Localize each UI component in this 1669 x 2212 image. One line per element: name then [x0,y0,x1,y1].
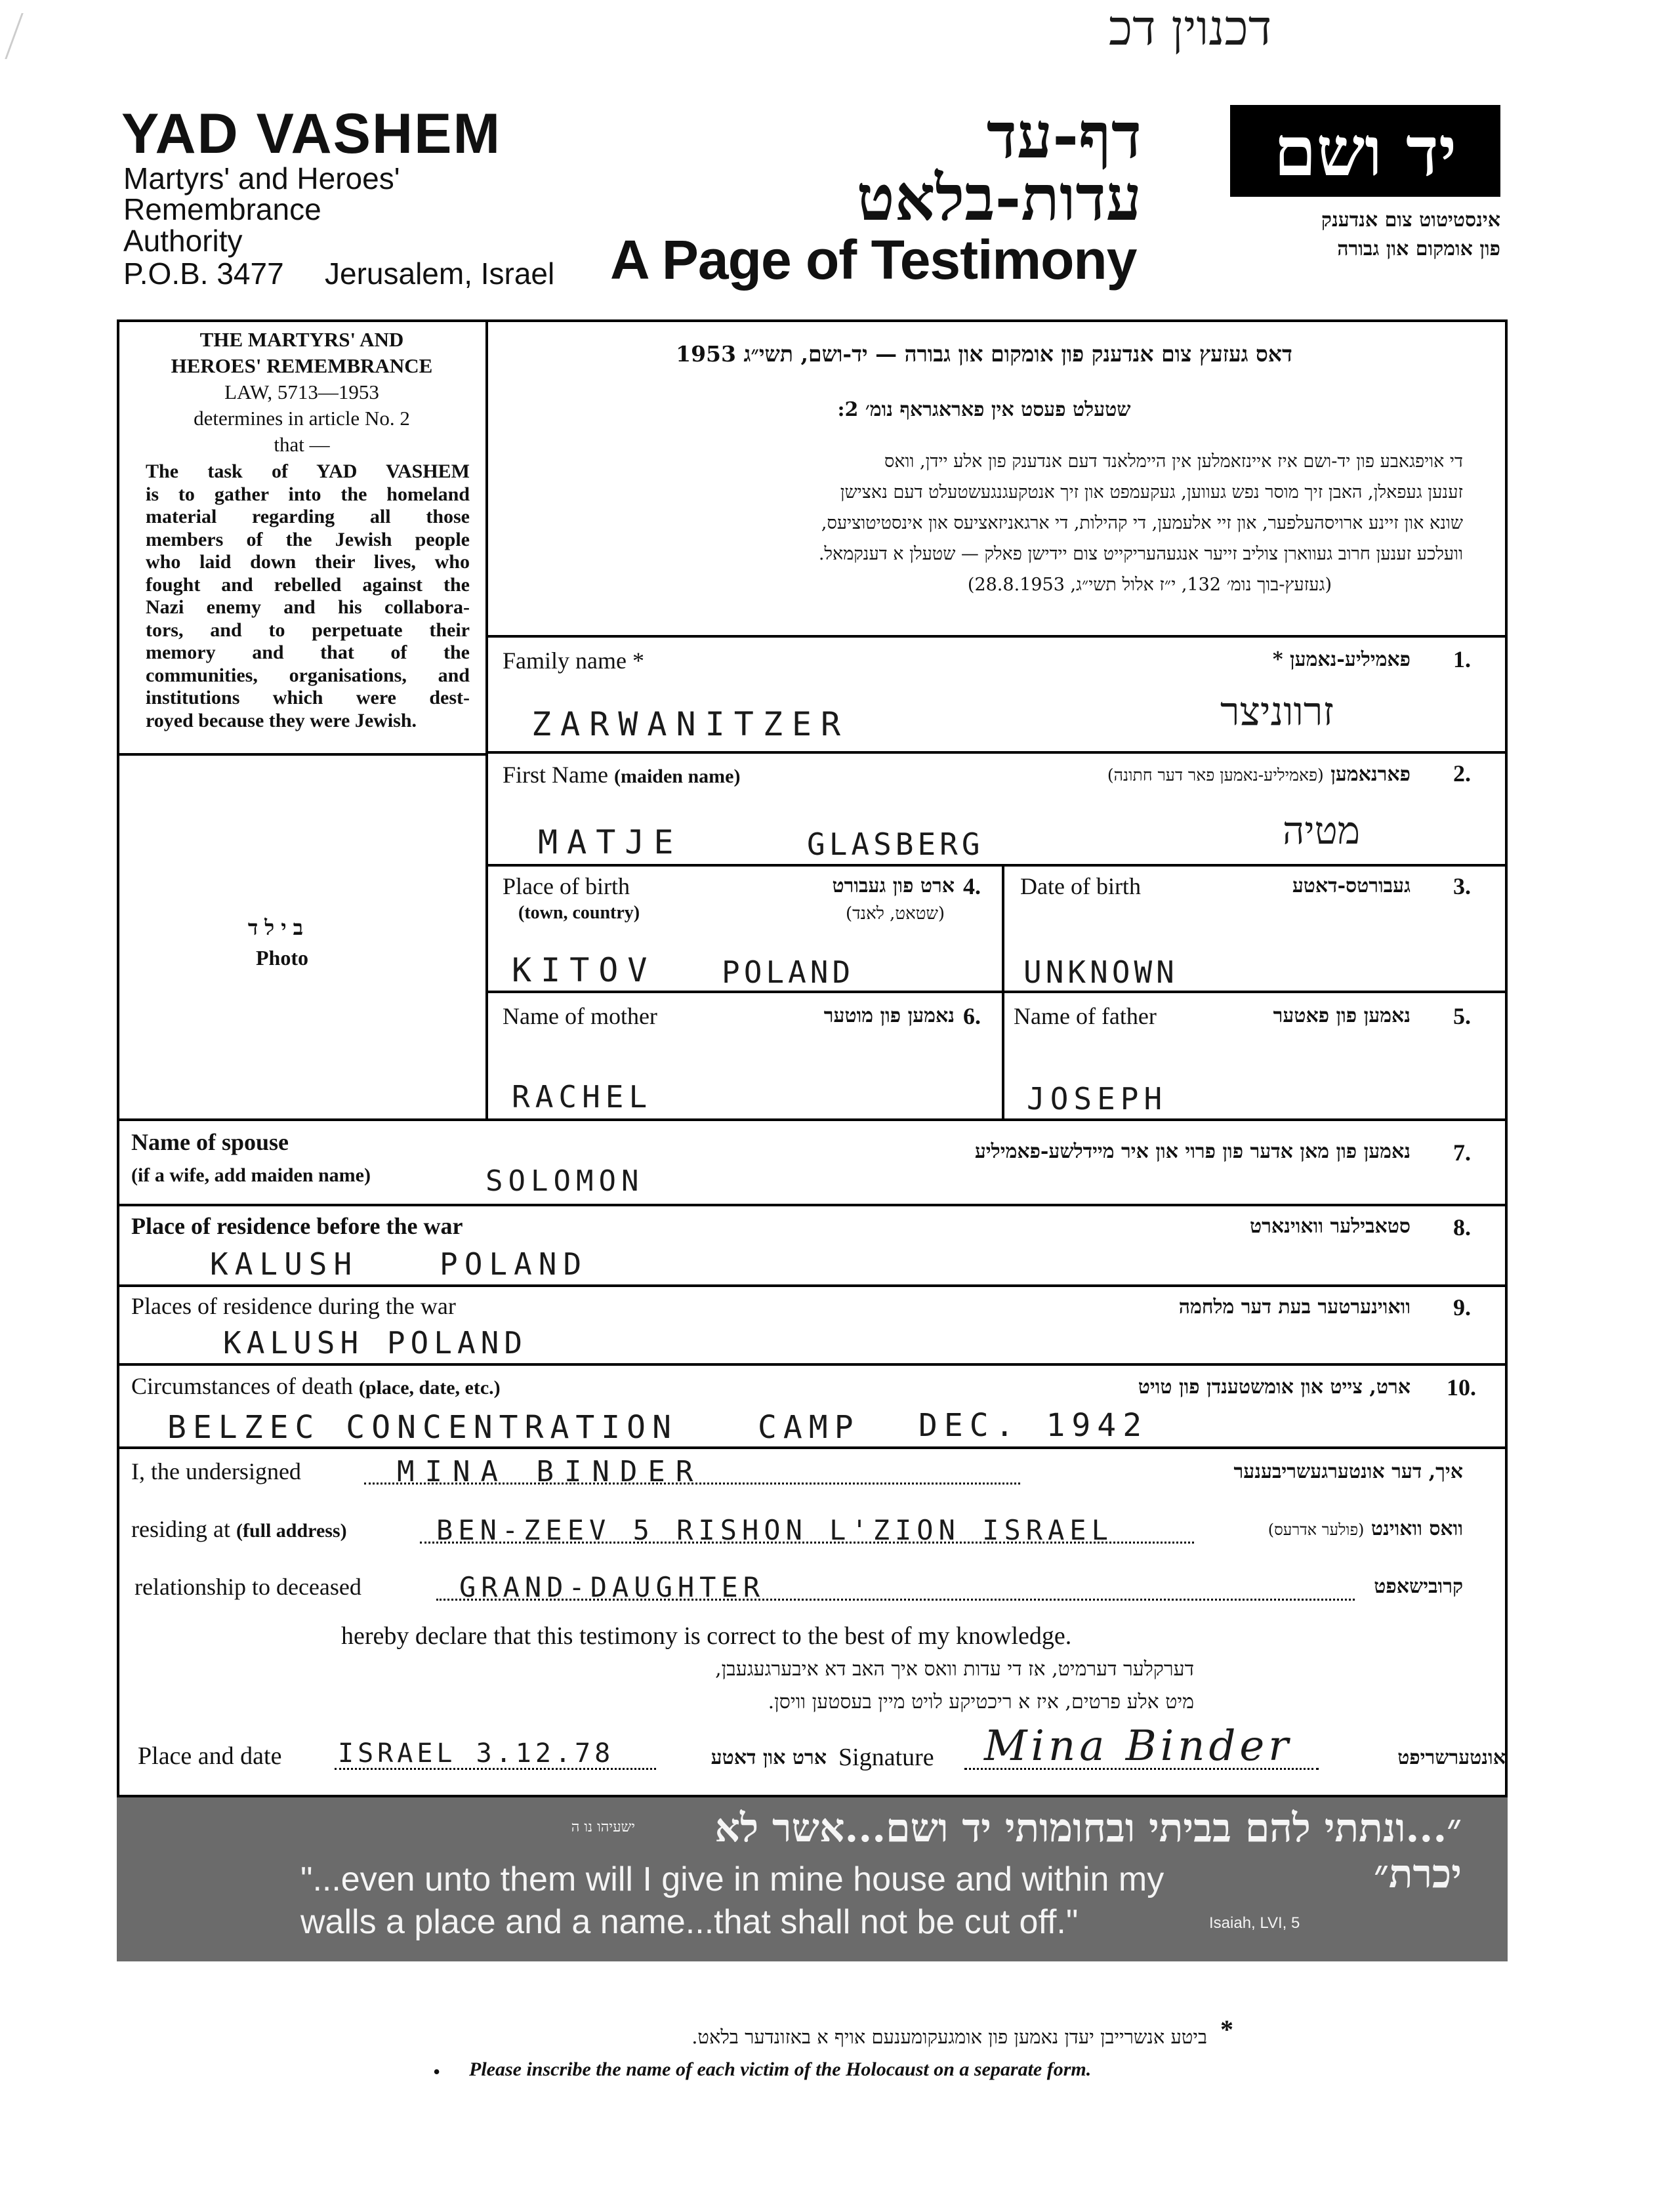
death-circumstances-value: BELZEC CONCENTRATION [167,1409,678,1446]
mother-name-label: Name of mother [503,1003,657,1029]
first-name-label-yi-sub: (פאמיליע-נאמען פאר דער חתונה) [1107,766,1324,785]
place-of-birth-country: POLAND [722,954,855,990]
photo-label-yi: בילד [247,915,310,940]
declaration-text-yi-2: מיט אלע פרטים, איז א ריכטיקע לויט מיין בעסטען וויסן. [768,1690,1194,1713]
photo-label: Photo [256,946,308,970]
field-number: 6. [963,1003,981,1029]
death-circumstances-label-text: Circumstances of death [131,1373,353,1399]
death-circumstances-label-yi: ארט, צייט און אומשטענדן פון טויט [1138,1376,1411,1399]
task-line: members of the Jewish people [146,528,470,550]
undersigned-label-yi: איך, דער אונטערגעשריבענער [1233,1460,1463,1483]
org-line2: Remembrance [123,192,321,226]
field-number: 9. [1453,1294,1471,1321]
task-line: who laid down their lives, who [146,551,470,573]
place-of-birth-label-yi: ארט פון געבורט [832,874,955,897]
date-of-birth-label-yi: געבורטס-דאטע [1292,874,1411,897]
field-number: 7. [1453,1139,1471,1166]
law-line: THE MARTYRS' AND [199,328,404,351]
row-line [117,1204,1508,1206]
signature-label-yi: אונטערשריפט [1397,1746,1506,1769]
task-line: fought and rebelled against the [146,573,470,596]
task-line: royed because they were Jewish. [146,709,417,731]
residing-label-text: residing at [131,1516,230,1542]
law-box-bottom [117,753,487,756]
death-date-value: DEC. 1942 [918,1407,1149,1444]
residence-during-war-value: KALUSH POLAND [223,1325,528,1361]
task-line: memory and that of the [146,642,470,663]
banner-hebrew-ref: ישעיהו נו ה [571,1819,635,1835]
field-number: 1. [1453,646,1471,672]
law-line: HEROES' REMEMBRANCE [171,354,433,377]
task-line: tors, and to perpetuate their [146,619,470,641]
footer-note-en: Please inscribe the name of each victim of the Holocaust on a separate form. [469,2058,1092,2080]
spouse-value: SOLOMON [485,1164,644,1198]
field-number: 4. [963,873,981,899]
undersigned-label: I, the undersigned [131,1458,301,1485]
first-name-label-yi [886,763,1411,786]
col-line [1002,864,1004,1120]
row-line [117,1363,1508,1366]
father-name-value: JOSEPH [1027,1081,1168,1116]
org-pob: P.O.B. 3477 [123,256,284,291]
task-line: Nazi enemy and his collabora- [146,596,470,618]
field-number: 5. [1453,1003,1471,1029]
first-name-label-text: First Name [503,762,608,788]
residing-label-yi-text: וואס וואוינט [1370,1517,1463,1540]
law-yi-line2: שטעלט פעסט אין פאראגראף נומ׳ 2: [837,398,1131,421]
banner-hebrew: ״...ונתתי להם בביתי ובחומותי יד ושם...אשר לא יכרת״ [714,1805,1462,1897]
residence-before-war-label: Place of residence before the war [131,1213,463,1239]
yad-vashem-logo [1230,105,1500,197]
signature-value: Mina Binder [984,1722,1292,1771]
family-name-label: Family name * [503,647,644,674]
scripture-banner [117,1797,1508,1961]
archive-mark: דכנוין דכ [1109,0,1272,56]
first-name-value: MATJE [538,823,683,861]
residence-during-war-label: Places of residence during the war [131,1293,456,1319]
father-name-label-yi: נאמען פון פאטער [1273,1004,1411,1027]
relationship-value: GRAND-DAUGHTER [459,1571,766,1603]
place-of-birth-sub-yi: (שטאט, לאנד) [846,904,945,924]
task-line: institutions which were dest- [146,687,470,708]
logo-text: יד ושם [1273,110,1457,192]
field-number: 8. [1453,1214,1471,1240]
row-line [485,864,1508,867]
residence-during-war-label-yi: וואוינערטער בעת דער מלחמה [1178,1296,1411,1319]
task-line: communities, organisations, and [146,664,470,686]
place-date-value: ISRAEL 3.12.78 [338,1738,615,1769]
death-camp-value: CAMP [758,1409,860,1446]
law-box-divider [485,319,488,1120]
residing-value: BEN-ZEEV 5 RISHON L'ZION ISRAEL [436,1514,1113,1546]
task-line: is to gather into the homeland [146,483,470,505]
family-name-value-yi: זרווניצר [1220,689,1334,735]
spouse-sub: (if a wife, add maiden name) [131,1164,371,1186]
banner-english-1: "...even unto them will I give in mine house and within my [300,1860,1164,1898]
row-line [485,991,1508,993]
law-line: LAW, 5713—1953 [224,380,379,403]
law-yi-line1: דאס געזעץ צום אנדענק פון אומקום און גבורה — יד-ושם, תשי״ג 1953 [676,341,1292,367]
first-name-label [503,761,740,789]
mother-name-label-yi: נאמען פון מוטער [823,1004,955,1027]
place-date-label: Place and date [138,1742,282,1770]
law-yi-body [505,446,1463,600]
residing-label-sub: (full address) [236,1520,347,1542]
banner-english-ref: Isaiah, LVI, 5 [1209,1914,1300,1932]
footer-bullet: • [433,2060,441,2083]
footer-star: * [1220,2015,1233,2044]
row-line [117,1118,1508,1121]
maiden-name-value: GLASBERG [807,827,984,862]
place-date-label-yi: ארט און דאטע [711,1746,827,1769]
row-line [117,1284,1508,1287]
family-name-value: ZARWANITZER [531,705,850,743]
task-line: The task of YAD VASHEM [146,461,470,482]
page-title: A Page of Testimony [610,229,1137,291]
stamp-mark [5,13,75,59]
law-line: that — [274,433,330,456]
yiddish-title-1: דף-עד [986,98,1142,173]
row-line [485,751,1508,754]
declaration-text: hereby declare that this testimony is correct to the best of my knowledge. [341,1622,1072,1650]
field-number: 2. [1453,760,1471,787]
first-name-label-sub: (maiden name) [613,766,741,787]
org-line3: Authority [123,224,243,258]
residing-label-yi [1194,1517,1463,1540]
residing-label [131,1515,347,1543]
relationship-label-yi: קרובישאפט [1374,1575,1463,1598]
death-circumstances-label-sub: (place, date, etc.) [358,1377,501,1399]
row-line [485,635,1508,638]
field-number: 10. [1447,1374,1476,1401]
law-yi-body-line: זענען געפאלן, האבן זיך מוסר נפש געווען, געקעמפט און זיך אנטקעגנגעשטעלט דעם נאצישן [840,482,1463,502]
spouse-label-yi: נאמען פון מאן אדער פון פרוי און איר מיידלשע-פאמיליע [974,1140,1411,1163]
banner-english-2: walls a place and a name...that shall not be cut off." [300,1903,1079,1941]
family-name-label-yi: פאמיליע-נאמען * [1272,648,1411,671]
residing-label-yi-sub: (פולער אדרעס) [1267,1521,1365,1539]
death-circumstances-label [131,1372,501,1400]
yiddish-title-2: עדות-בלאט [856,161,1142,235]
residence-before-war-country: POLAND [440,1246,588,1282]
law-yi-body-line: (געזעץ-בוך נומ׳ 132, י״ז אלול תשי״ג, 28.8.1953) [967,575,1332,595]
residence-before-war-label-yi: סטאבילער וואוינארט [1250,1215,1411,1238]
logo-sub-1: אינסטיטוט צום אנדענק [1321,209,1500,232]
residence-before-war-value: KALUSH [210,1246,359,1282]
org-name: YAD VASHEM [121,102,502,165]
law-yi-body-line: וועלכע זענען חרוב געווארן צוליב זייער אנגעהעריקייט צום יידישן פאלק — שטעלן א דענקמאל. [818,544,1463,564]
signature-label: Signature [838,1744,934,1771]
logo-sub-2: פון אומקום און גבורה [1337,237,1500,260]
undersigned-value: MINA BINDER [397,1455,704,1488]
place-of-birth-sub: (town, country) [518,903,640,923]
first-name-value-yi: מטיה [1283,808,1360,853]
date-of-birth-value: UNKNOWN [1023,954,1178,990]
field-number: 3. [1453,873,1471,899]
law-line: determines in article No. 2 [194,407,410,430]
org-line1: Martyrs' and Heroes' [123,161,400,195]
task-line: material regarding all those [146,506,470,527]
place-of-birth-label: Place of birth [503,873,630,899]
footer-note-yi: ביטע אנשרייבן יעדן נאמען פון אומגעקומענעם אויף א באזונדער בלאט. [691,2026,1207,2048]
org-city: Jerusalem, Israel [325,256,555,291]
law-task [146,461,470,732]
place-of-birth-value: KITOV [512,951,657,989]
law-yi-body-line: די אויפגאבע פון יד-ושם איז איינזאמלען אין היימלאנד דעם אנדענק פון אלע יידן, וואס [884,451,1463,472]
spouse-label: Name of spouse [131,1129,289,1155]
mother-name-value: RACHEL [512,1079,653,1115]
date-of-birth-label: Date of birth [1020,873,1141,899]
father-name-label: Name of father [1014,1003,1157,1029]
declaration-text-yi-1: דערקלער דערמיט, אז די עדות וואס איך האב דא איבערגעגעבן, [715,1658,1194,1681]
relationship-label: relationship to deceased [134,1574,361,1600]
law-box [125,327,479,458]
first-name-label-yi-text: פארנאמען [1330,763,1411,786]
row-line [117,1446,1508,1449]
law-yi-body-line: שונא און זיינע ארויסהעלפער, און זיי אלעמען, די קהילות, די ארגאניזאציעס און אינסטיטוציעס, [821,513,1463,533]
